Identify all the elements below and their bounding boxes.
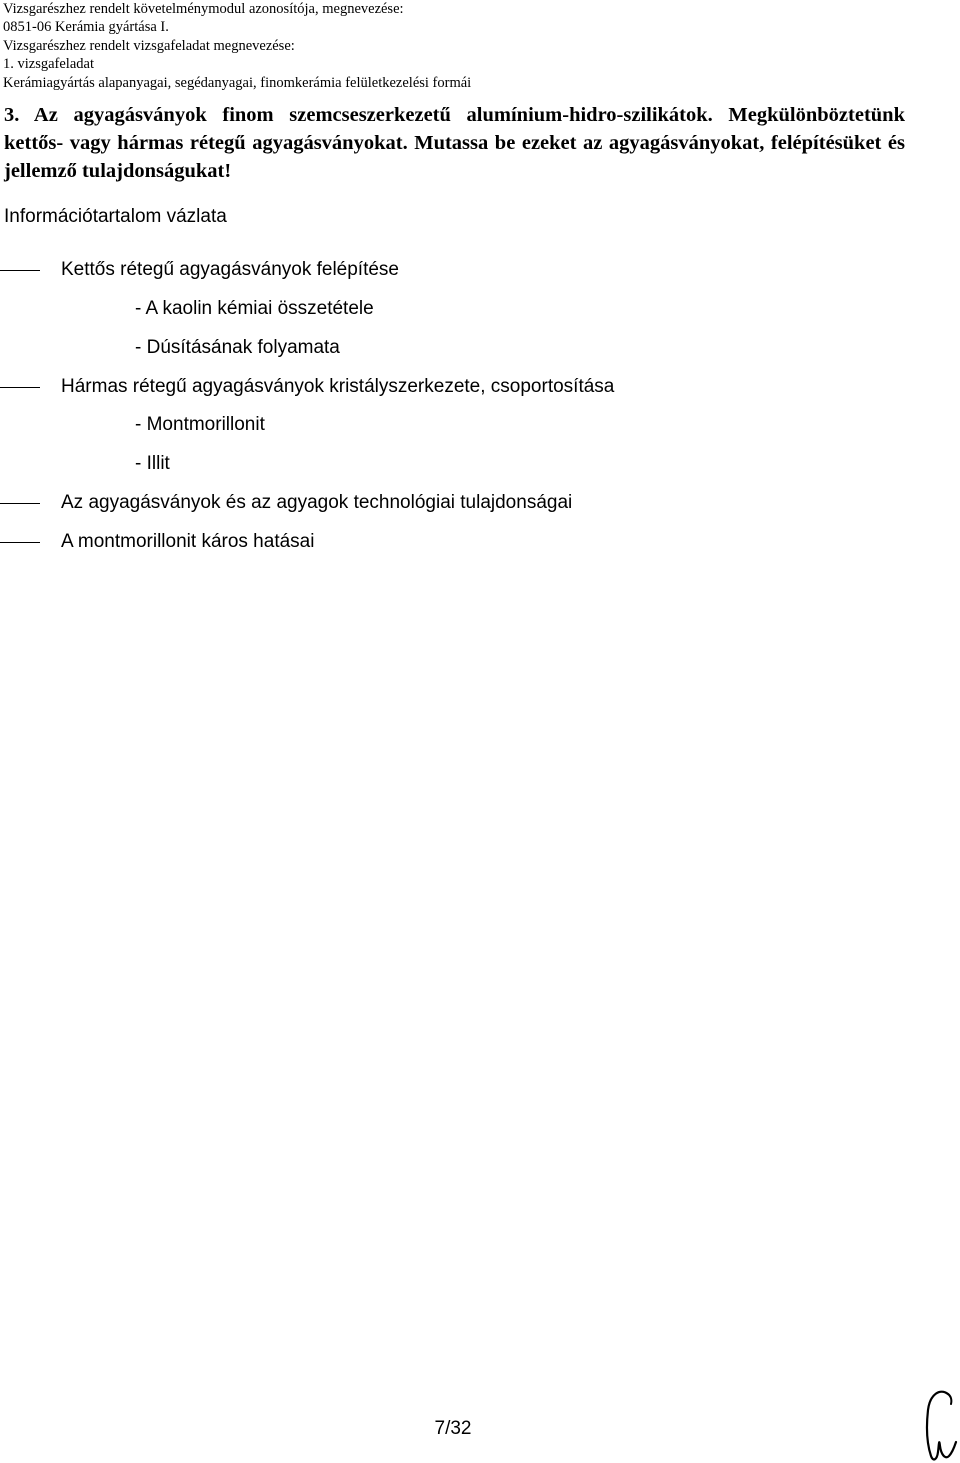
header-line: Kerámiagyártás alapanyagai, segédanyagai, finomkerámia felületkezelési formái <box>3 74 472 91</box>
document-header <box>3 0 943 92</box>
header-line: 0851-06 Kerámia gyártása I. <box>3 19 169 36</box>
outline-item: Hármas rétegű agyagásványok kristályszerkezete, csoportosítása <box>61 376 615 397</box>
info-content-title: Információtartalom vázlata <box>4 206 227 227</box>
outline-item: Kettős rétegű agyagásványok felépítése <box>61 259 400 280</box>
outline-dash <box>0 542 40 543</box>
outline-item: A montmorillonit káros hatásai <box>61 531 315 552</box>
outline-dash <box>0 270 40 271</box>
header-line: 1. vizsgafeladat <box>3 56 94 73</box>
signature-mark <box>918 1384 960 1463</box>
header-line: Vizsgarészhez rendelt vizsgafeladat megnevezése: <box>3 37 295 54</box>
outline-subitem: - Dúsításának folyamata <box>135 337 340 358</box>
outline-subitem: - A kaolin kémiai összetétele <box>135 298 374 319</box>
header-line: Vizsgarészhez rendelt követelménymodul azonosítója, megnevezése: <box>3 1 404 17</box>
outline-dash <box>0 387 40 388</box>
outline-dash <box>0 503 40 504</box>
page-number: 7/32 <box>434 1418 472 1439</box>
outline-subitem: - Montmorillonit <box>135 414 265 435</box>
outline-subitem: - Illit <box>135 453 170 474</box>
question-text: 3. Az agyagásványok finom szemcseszerkezetű alumínium-hidro-szilikátok. Megkülönböztetünk kettős- vagy hármas rétegű agyagásványokat. Mutassa be ezeket az agyagásványokat, felépítésüket és jellemző tulajdonságukat! <box>4 104 905 182</box>
outline-item: Az agyagásványok és az agyagok technológiai tulajdonságai <box>61 492 573 513</box>
